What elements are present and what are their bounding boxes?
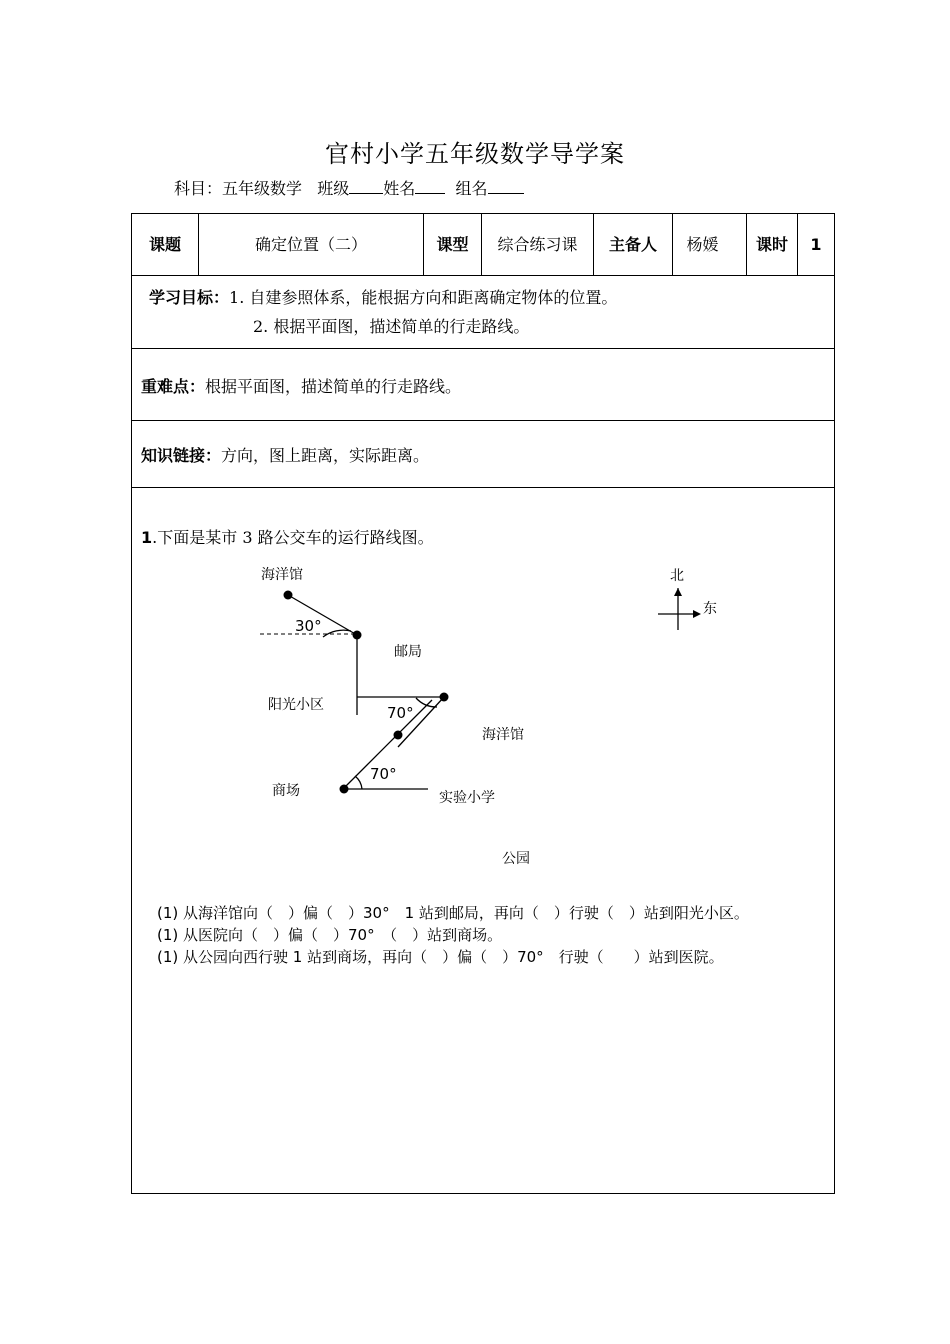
goals-text-1: 1. 自建参照体系，能根据方向和距离确定物体的位置。 [229, 288, 618, 307]
stop-ocean-museum-2 [440, 693, 449, 702]
class-label: 班级 [317, 179, 350, 198]
label-east: 东 [703, 601, 717, 617]
exercise-number: 1 [141, 528, 153, 547]
name-blank[interactable] [415, 178, 445, 194]
stop-point [394, 731, 403, 740]
route-map [132, 214, 834, 1193]
angle-70-label-2: 70° [370, 765, 397, 783]
angle-30-label: 30° [295, 617, 322, 635]
subject-label: 科目：五年级数学 [174, 179, 303, 198]
angle-70-label: 70° [387, 704, 414, 722]
stop-post-office [353, 631, 362, 640]
type-label: 课型 [436, 235, 469, 254]
label-north: 北 [670, 568, 684, 584]
stop-ocean-museum [284, 591, 293, 600]
angle-arc [355, 776, 362, 789]
subtitle-line [174, 176, 524, 199]
goals-label: 学习目标： [149, 288, 230, 307]
label-mall: 商场 [272, 783, 300, 799]
stop-mall [340, 785, 349, 794]
name-label: 姓名 [383, 179, 416, 198]
question-2: (1) 从医院向（ ）偏（ ）70° （ ）站到商场。 [157, 926, 503, 944]
period-value: 1 [810, 235, 822, 254]
key-points-label: 重难点： [141, 377, 206, 396]
exercise-intro-text: .下面是某市 3 路公交车的运行路线图。 [152, 528, 434, 547]
preparer-label: 主备人 [608, 235, 657, 254]
label-park: 公园 [502, 851, 530, 867]
question-3: (1) 从公园向西行驶 1 站到商场，再向（ ）偏（ ）70° 行驶（ ）站到医院。 [157, 948, 724, 966]
angle-arc [416, 698, 437, 707]
east-arrow-icon [693, 610, 701, 618]
label-post-office: 邮局 [394, 644, 422, 660]
label-experimental-school: 实验小学 [439, 790, 495, 806]
north-arrow-icon [674, 588, 682, 596]
goals-text-2: 2. 根据平面图，描述简单的行走路线。 [253, 317, 530, 336]
topic-label: 课题 [148, 235, 181, 254]
preparer-value: 杨媛 [686, 235, 719, 254]
group-blank[interactable] [488, 178, 524, 194]
type-value: 综合练习课 [497, 235, 578, 254]
page-title: 官村小学五年级数学导学案 [325, 140, 625, 168]
question-1: (1) 从海洋馆向（ ）偏（ ）30° 1 站到邮局，再向（ ）行驶（ ）站到阳光小区。 [157, 904, 749, 922]
group-label: 组名 [455, 179, 488, 198]
label-ocean-museum-2: 海洋馆 [482, 727, 524, 743]
topic-value: 确定位置（二） [254, 235, 367, 254]
knowledge-label: 知识链接： [141, 446, 222, 465]
label-sunshine-community: 阳光小区 [268, 697, 324, 713]
period-label: 课时 [755, 235, 788, 254]
knowledge-text: 方向，图上距离，实际距离。 [221, 446, 430, 465]
key-points-text: 根据平面图，描述简单的行走路线。 [205, 377, 462, 396]
label-ocean-museum: 海洋馆 [261, 567, 303, 583]
class-blank[interactable] [349, 178, 383, 194]
worksheet-table [131, 213, 835, 1194]
